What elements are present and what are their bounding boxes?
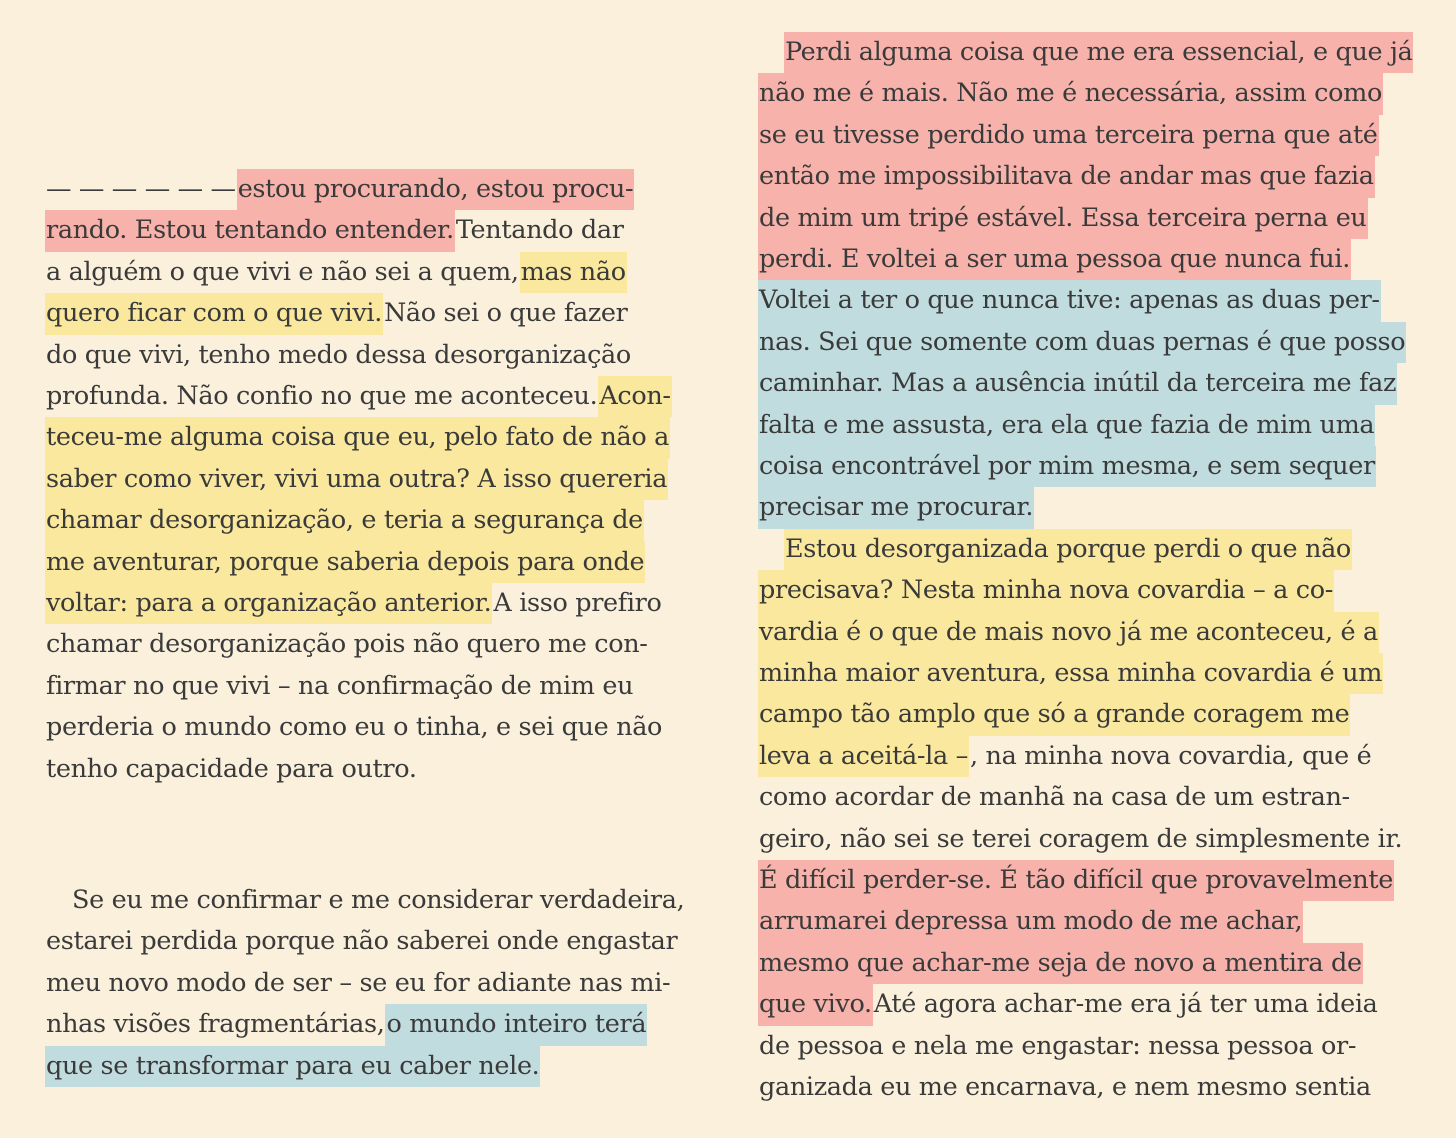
highlight-red: de mim um tripé estável. Essa terceira perna eu [758, 198, 1368, 239]
highlight-yellow: precisava? Nesta minha nova covardia – a co- [758, 570, 1334, 611]
text-line [45, 583, 663, 624]
text-line [45, 749, 418, 790]
highlight-yellow: campo tão amplo que só a grande coragem me [758, 694, 1350, 735]
text-segment: do que vivi, tenho medo dessa desorganização [46, 339, 631, 370]
text-line [758, 984, 1379, 1025]
text-segment: como acordar de manhã na casa de um estran- [759, 782, 1350, 813]
text-segment: Não sei o que fazer [383, 298, 628, 329]
highlight-red: perdi. E voltei a ser uma pessoa que nunca fui. [758, 239, 1351, 280]
text-segment: firmar no que vivi – na confirmação de mim eu [46, 670, 634, 701]
highlight-yellow: teceu-me alguma coisa que eu, pelo fato de não a [45, 417, 670, 458]
text-line [45, 459, 668, 500]
text-line [45, 376, 672, 417]
text-line [45, 252, 627, 293]
highlight-blue: caminhar. Mas a ausência inútil da terceira me faz [758, 363, 1397, 404]
text-segment: nhas visões fragmentárias, [46, 1009, 385, 1040]
text-line [45, 666, 634, 707]
text-segment: tenho capacidade para outro. [46, 753, 417, 784]
text-line [758, 860, 1394, 901]
highlight-blue: que se transformar para eu caber nele. [45, 1046, 540, 1087]
highlight-yellow: vardia é o que de mais novo já me aconteceu, é a [758, 612, 1379, 653]
text-line [784, 529, 1352, 570]
text-line [45, 921, 678, 962]
text-segment: geiro, não sei se terei coragem de simplesmente ir. [759, 823, 1403, 854]
text-line [758, 1026, 1357, 1067]
text-segment: profunda. Não confio no que me aconteceu. [46, 381, 598, 411]
text-segment: , na minha nova covardia, que é [969, 740, 1372, 771]
text-line [758, 487, 1034, 528]
text-line [45, 1046, 540, 1087]
highlight-yellow: mas não [520, 252, 627, 293]
text-segment: de pessoa e nela me engastar: nessa pessoa or- [759, 1030, 1357, 1061]
text-line [45, 1004, 647, 1045]
highlight-yellow: saber como viver, vivi uma outra? A isso quereria [45, 459, 668, 500]
highlight-blue: o mundo inteiro terá [385, 1004, 647, 1045]
text-line [758, 73, 1383, 114]
highlight-blue: precisar me procurar. [758, 487, 1034, 528]
highlight-red: arrumarei depressa um modo de me achar, [758, 901, 1303, 942]
text-line [758, 694, 1350, 735]
text-segment: A isso prefiro [493, 588, 662, 618]
highlight-red: se eu tivesse perdido uma terceira perna que até [758, 115, 1379, 156]
highlight-red: Perdi alguma coisa que me era essencial, e que já [784, 32, 1413, 73]
text-line [758, 943, 1363, 984]
highlight-blue: nas. Sei que somente com duas pernas é que posso [758, 322, 1406, 363]
highlight-blue: Voltei a ter o que nunca tive: apenas as duas per- [758, 280, 1381, 321]
highlight-blue: falta e me assusta, era ela que fazia de mim uma [758, 405, 1375, 446]
text-line [758, 570, 1334, 611]
highlight-red: estou procurando, estou procu- [237, 169, 635, 210]
text-line [784, 32, 1413, 73]
text-line [45, 169, 634, 210]
text-line [758, 777, 1351, 818]
text-line [758, 322, 1406, 363]
text-segment: perderia o mundo como eu o tinha, e sei que não [46, 712, 663, 743]
text-line [758, 736, 1372, 777]
text-segment: meu novo modo de ser – se eu for adiante nas mi- [46, 967, 671, 998]
highlight-yellow: me aventurar, porque saberia depois para onde [45, 542, 645, 583]
highlight-blue: coisa encontrável por mim mesma, e sem sequer [758, 446, 1376, 487]
text-line [758, 198, 1368, 239]
text-segment: Tentando dar [455, 215, 624, 246]
text-segment: a alguém o que vivi e não sei a quem, [46, 256, 519, 287]
highlight-red: rando. Estou tentando entender. [45, 210, 455, 251]
highlight-red: mesmo que achar-me seja de novo a mentira de [758, 943, 1363, 984]
highlight-red: que vivo. [758, 984, 873, 1025]
highlight-yellow: Estou desorganizada porque perdi o que não [784, 529, 1352, 570]
highlight-red: não me é mais. Não me é necessária, assim como [758, 73, 1383, 114]
text-segment: chamar desorganização pois não quero me con- [46, 629, 648, 660]
text-line [45, 293, 629, 334]
text-segment: Até agora achar-me era já ter uma ideia [873, 989, 1378, 1020]
highlight-yellow: minha maior aventura, essa minha covardia é um [758, 653, 1383, 694]
highlight-yellow: chamar desorganização, e teria a segurança de [45, 500, 644, 541]
text-segment: estarei perdida porque não saberei onde engastar [46, 926, 678, 957]
highlight-yellow: voltar: para a organização anterior. [45, 583, 492, 624]
text-segment: ganizada eu me encarnava, e nem mesmo sentia [759, 1072, 1371, 1102]
text-line [45, 542, 645, 583]
text-line [758, 156, 1375, 197]
text-line [758, 363, 1397, 404]
text-line [758, 115, 1379, 156]
text-line [45, 707, 663, 748]
text-line [45, 624, 649, 665]
highlight-red: É difícil perder-se. É tão difícil que provavelmente [758, 860, 1394, 901]
text-line [45, 963, 671, 1004]
highlight-yellow: Acon- [598, 376, 671, 417]
text-line [71, 880, 685, 921]
text-line [758, 901, 1303, 942]
text-line [45, 210, 625, 251]
text-segment: — — — — — — [46, 174, 236, 204]
text-segment: Se eu me confirmar e me considerar verdadeira, [72, 885, 685, 915]
text-line [758, 653, 1383, 694]
text-line [758, 405, 1375, 446]
highlight-yellow: quero ficar com o que vivi. [45, 293, 383, 334]
text-line [758, 1067, 1372, 1108]
highlight-yellow: leva a aceitá-la – [758, 736, 969, 777]
text-line [758, 446, 1376, 487]
text-line [45, 500, 644, 541]
text-line [758, 612, 1379, 653]
highlight-red: então me impossibilitava de andar mas que fazia [758, 156, 1375, 197]
text-line [758, 280, 1381, 321]
text-line [758, 239, 1351, 280]
text-line [758, 819, 1403, 860]
text-line [45, 335, 632, 376]
text-line [45, 417, 670, 458]
